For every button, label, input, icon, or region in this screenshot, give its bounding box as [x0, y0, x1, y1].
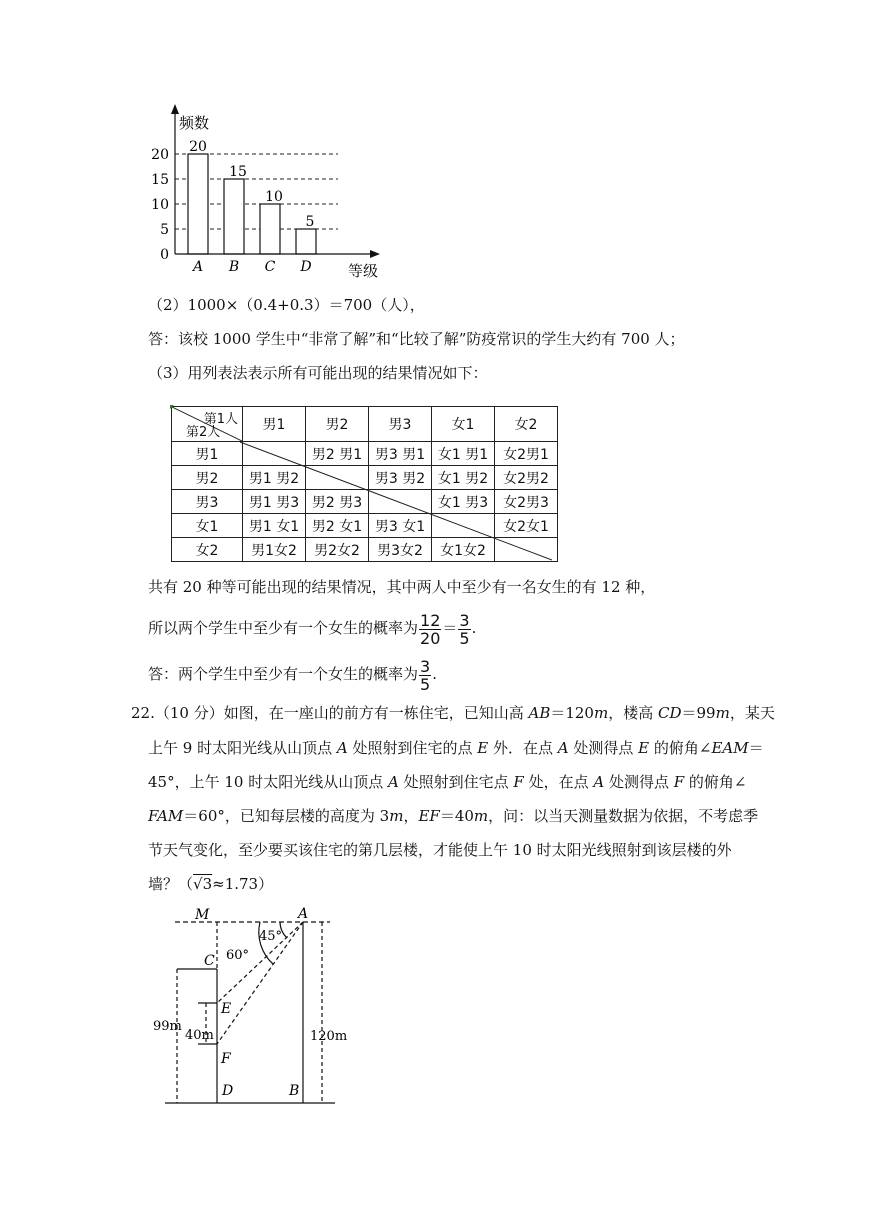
y-tick-label: 15 [151, 172, 169, 188]
q22-line6: 墙？（√3≈1.73） [148, 875, 274, 893]
equals: ＝ [442, 619, 458, 637]
table-cell: 男2女2 [306, 538, 369, 562]
bar-value-label: 5 [305, 214, 315, 230]
table-cell: 男3女2 [369, 538, 432, 562]
table-cell: 女1 男1 [432, 442, 495, 466]
q22-line4: FAM＝60°，已知每层楼的高度为 3m，EF＝40m，问：以当天测量数据为依据，不考虑季 [148, 807, 759, 825]
table-cell: 男1 男2 [243, 466, 306, 490]
y-tick-label: 20 [151, 147, 169, 163]
p2-formula: （2）1000×（0.4+0.3）＝700（人）， [148, 296, 425, 314]
table-cell: 女2男1 [495, 442, 558, 466]
frac-num: 3 [459, 610, 470, 630]
table-corner-header [172, 407, 243, 442]
row-header: 男3 [172, 490, 243, 514]
table-cell: 女2男2 [495, 466, 558, 490]
frac-num: 3 [420, 656, 431, 676]
label-a: A [298, 906, 309, 922]
column-header: 男2 [306, 407, 369, 442]
label-e: E [221, 1001, 232, 1017]
label-m: M [195, 907, 210, 923]
p3-answer-prefix: 答：两个学生中至少有一个女生的概率为 [148, 665, 419, 683]
label-f: F [221, 1051, 231, 1067]
table-cell: 男2 男3 [306, 490, 369, 514]
dim-99-label: 99m [153, 1019, 182, 1034]
table-cell: 男3 女1 [369, 514, 432, 538]
angle-45-label: 45° [259, 929, 283, 944]
fraction-12-20 [419, 612, 441, 647]
p3-answer [148, 654, 437, 694]
fraction-3-5 [458, 612, 470, 647]
p3-prob-prefix: 所以两个学生中至少有一个女生的概率为 [148, 619, 419, 637]
column-header: 男1 [243, 407, 306, 442]
label-b: B [289, 1083, 300, 1099]
row-header: 女1 [172, 514, 243, 538]
column-header: 男3 [369, 407, 432, 442]
dim-40-label: 40m [185, 1028, 214, 1043]
bar-value-label: 10 [265, 189, 283, 205]
table-corner-mark [170, 405, 174, 409]
q22-line3: 45°，上午 10 时太阳光线从山顶点 A 处照射到住宅点 F 处，在点 A 处测得点 F 的俯角∠ [148, 773, 747, 791]
table-cell: 女1 男2 [432, 466, 495, 490]
table-cell: 男3 男1 [369, 442, 432, 466]
bar-value-label: 20 [189, 139, 207, 155]
bar-b [224, 179, 244, 254]
table-cell: 男3 男2 [369, 466, 432, 490]
label-c: C [204, 953, 215, 969]
x-tick-label: C [264, 259, 276, 275]
table-cell: 女1 男3 [432, 490, 495, 514]
row-header: 男1 [172, 442, 243, 466]
angle-60-label: 60° [226, 948, 250, 963]
column-header: 女1 [432, 407, 495, 442]
frac-num: 12 [420, 610, 441, 630]
y-tick-label: 0 [160, 247, 169, 263]
q22-line5: 节天气变化，至少要买该住宅的第几层楼，才能使上午 10 时太阳光线照射到该层楼的外 [148, 841, 732, 859]
period: . [432, 665, 437, 683]
corner-second-person: 第2人 [186, 425, 221, 440]
p2-answer: 答：该校 1000 学生中“非常了解”和“比较了解”防疫常识的学生大约有 700 人； [148, 330, 685, 348]
label-d: D [222, 1083, 234, 1099]
row-header: 男2 [172, 466, 243, 490]
x-tick-label: B [228, 259, 240, 275]
bar-a [188, 154, 208, 254]
corner-first-person: 第1人 [203, 412, 238, 427]
x-axis-label: 等级 [348, 262, 379, 280]
geometry-figure [150, 902, 370, 1112]
table-cell: 女1女2 [432, 538, 495, 562]
p3-total: 共有 20 种等可能出现的结果情况，其中两人中至少有一名女生的有 12 种， [148, 578, 656, 596]
fraction-answer [419, 658, 431, 693]
frequency-bar-chart [140, 100, 400, 285]
table-cell: 男2 女1 [306, 514, 369, 538]
table-diagonal [240, 442, 552, 562]
sqrt-3: √3 [193, 875, 213, 893]
frac-den: 20 [420, 628, 441, 648]
period: . [471, 619, 477, 637]
table-cell: 女2男3 [495, 490, 558, 514]
dim-120-label: 120m [310, 1029, 348, 1044]
x-tick-label: D [300, 259, 312, 275]
table-cell: 男2 男1 [306, 442, 369, 466]
y-tick-label: 10 [151, 197, 169, 213]
y-axis-arrow [171, 104, 179, 114]
bar-d [296, 229, 316, 254]
frac-den: 5 [420, 674, 431, 694]
q22-line1: 22.（10 分）如图，在一座山的前方有一栋住宅，已知山高 AB＝120m，楼高 CD＝99m，某天 [131, 704, 775, 722]
table-cell: 女2女1 [495, 514, 558, 538]
table-cell: 男1女2 [243, 538, 306, 562]
table-cell: 男1 女1 [243, 514, 306, 538]
p3-intro: （3）用列表法表示所有可能出现的结果情况如下： [148, 364, 488, 382]
p3-probability [148, 608, 476, 648]
x-tick-label: A [192, 259, 204, 275]
table-cell: 男1 男3 [243, 490, 306, 514]
x-axis-arrow [370, 250, 380, 258]
column-header: 女2 [495, 407, 558, 442]
y-axis-label: 频数 [179, 114, 210, 132]
frac-den: 5 [459, 628, 470, 648]
q22-line2: 上午 9 时太阳光线从山顶点 A 处照射到住宅的点 E 外．在点 A 处测得点 E 的俯角∠EAM＝ [148, 739, 764, 757]
y-tick-label: 5 [160, 222, 169, 238]
row-header: 女2 [172, 538, 243, 562]
bar-value-label: 15 [229, 164, 247, 180]
bar-c [260, 204, 280, 254]
